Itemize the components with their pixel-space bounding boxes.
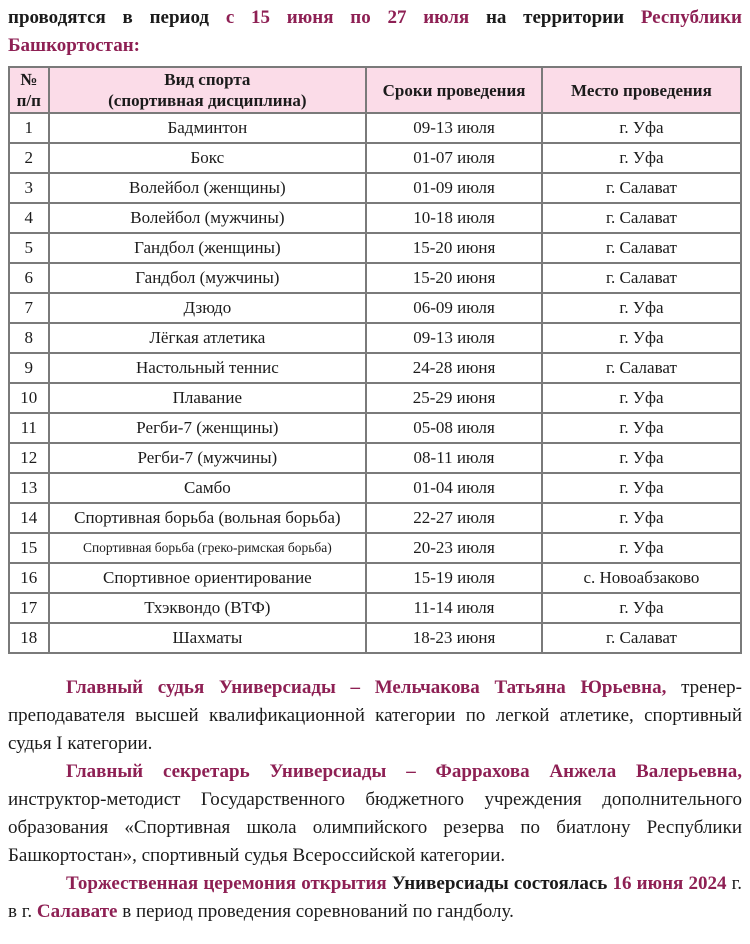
cell-num: 8	[9, 323, 49, 353]
cell-place: г. Уфа	[542, 503, 741, 533]
cell-num: 16	[9, 563, 49, 593]
cell-sport: Гандбол (мужчины)	[49, 263, 367, 293]
ceremony-paragraph	[8, 870, 742, 926]
table-row	[9, 383, 741, 413]
table-row	[9, 143, 741, 173]
cell-sport: Лёгкая атлетика	[49, 323, 367, 353]
cell-place: г. Уфа	[542, 143, 741, 173]
table-row	[9, 233, 741, 263]
cell-sport: Плавание	[49, 383, 367, 413]
cell-num: 9	[9, 353, 49, 383]
cell-sport: Самбо	[49, 473, 367, 503]
table-row	[9, 443, 741, 473]
cell-dates: 15-19 июля	[366, 563, 542, 593]
cell-sport: Дзюдо	[49, 293, 367, 323]
table-row	[9, 173, 741, 203]
table-row	[9, 203, 741, 233]
cell-place: с. Новоабзаково	[542, 563, 741, 593]
cell-num: 6	[9, 263, 49, 293]
ceremony-lead: Торжественная церемония открытия	[66, 873, 387, 894]
table-row	[9, 593, 741, 623]
document-page	[8, 4, 742, 926]
cell-dates: 09-13 июля	[366, 113, 542, 143]
cell-num: 18	[9, 623, 49, 653]
cell-num: 14	[9, 503, 49, 533]
cell-sport: Бадминтон	[49, 113, 367, 143]
cell-place: г. Уфа	[542, 593, 741, 623]
cell-num: 11	[9, 413, 49, 443]
cell-sport: Волейбол (женщины)	[49, 173, 367, 203]
ceremony-mid-bold: Универсиады состоялась	[386, 873, 613, 894]
header-sport-line2: (спортивная дисциплина)	[108, 91, 307, 110]
cell-num: 17	[9, 593, 49, 623]
ceremony-city: Салавате	[36, 901, 118, 922]
cell-dates: 05-08 июля	[366, 413, 542, 443]
intro-region-highlight: Республики Башкортостан:	[8, 7, 742, 56]
cell-dates: 20-23 июля	[366, 533, 542, 563]
cell-place: г. Салават	[542, 263, 741, 293]
cell-place: г. Салават	[542, 233, 741, 263]
cell-sport: Спортивное ориентирование	[49, 563, 367, 593]
cell-place: г. Уфа	[542, 383, 741, 413]
cell-sport: Регби-7 (мужчины)	[49, 443, 367, 473]
cell-num: 4	[9, 203, 49, 233]
cell-place: г. Уфа	[542, 323, 741, 353]
cell-dates: 01-04 июля	[366, 473, 542, 503]
intro-dates-highlight: с 15 июня по 27 июля	[225, 7, 470, 28]
cell-dates: 15-20 июня	[366, 263, 542, 293]
closing-paragraphs	[8, 674, 742, 926]
cell-dates: 11-14 июля	[366, 593, 542, 623]
schedule-table	[8, 66, 742, 654]
cell-num: 12	[9, 443, 49, 473]
chief-secretary-paragraph	[8, 758, 742, 870]
cell-sport: Спортивная борьба (греко-римская борьба)	[49, 533, 367, 563]
cell-sport: Шахматы	[49, 623, 367, 653]
cell-dates: 22-27 июля	[366, 503, 542, 533]
intro-paragraph	[8, 4, 742, 60]
cell-place: г. Салават	[542, 173, 741, 203]
cell-dates: 08-11 июля	[366, 443, 542, 473]
table-header-row	[9, 67, 741, 113]
table-row	[9, 323, 741, 353]
cell-dates: 09-13 июля	[366, 323, 542, 353]
intro-text-2: на территории	[469, 7, 641, 28]
chief-secretary-lead: Главный секретарь Универсиады – Фаррахова Анжела Валерьевна,	[66, 761, 742, 782]
table-row	[9, 113, 741, 143]
header-num	[9, 67, 49, 113]
cell-sport: Гандбол (женщины)	[49, 233, 367, 263]
table-row	[9, 413, 741, 443]
cell-num: 10	[9, 383, 49, 413]
table-row	[9, 563, 741, 593]
cell-dates: 01-07 июля	[366, 143, 542, 173]
cell-place: г. Салават	[542, 623, 741, 653]
chief-judge-lead: Главный судья Универсиады – Мельчакова Татьяна Юрьевна,	[66, 677, 667, 698]
cell-num: 13	[9, 473, 49, 503]
cell-sport: Волейбол (мужчины)	[49, 203, 367, 233]
cell-dates: 15-20 июня	[366, 233, 542, 263]
header-num-line1: №	[20, 70, 38, 89]
chief-judge-paragraph	[8, 674, 742, 758]
cell-sport: Бокс	[49, 143, 367, 173]
ceremony-date: 16 июня 2024	[612, 873, 727, 894]
cell-sport: Тхэквондо (ВТФ)	[49, 593, 367, 623]
table-row	[9, 533, 741, 563]
cell-num: 5	[9, 233, 49, 263]
intro-text-1: проводятся в период	[8, 7, 226, 28]
header-dates: Сроки проведения	[366, 67, 542, 113]
table-row	[9, 263, 741, 293]
ceremony-mid: г. в г.	[8, 873, 743, 922]
cell-num: 3	[9, 173, 49, 203]
table-row	[9, 623, 741, 653]
chief-secretary-rest: инструктор-методист Государственного бюджетного учреждения дополнительного образования «Спортивная школа олимпийского резерва по биатлону Республики Башкортостан», спортивный судья Всероссийской категории.	[8, 789, 742, 866]
header-sport-line1: Вид спорта	[164, 70, 251, 89]
cell-sport: Спортивная борьба (вольная борьба)	[49, 503, 367, 533]
chief-judge-rest: тренер-преподавателя высшей квалификационной категории по легкой атлетике, спортивный судья I категории.	[8, 677, 742, 754]
header-place: Место проведения	[542, 67, 741, 113]
cell-num: 7	[9, 293, 49, 323]
cell-place: г. Салават	[542, 203, 741, 233]
cell-place: г. Уфа	[542, 443, 741, 473]
cell-num: 15	[9, 533, 49, 563]
header-num-line2: п/п	[16, 91, 41, 110]
cell-dates: 18-23 июня	[366, 623, 542, 653]
cell-dates: 25-29 июня	[366, 383, 542, 413]
header-sport	[49, 67, 367, 113]
cell-num: 1	[9, 113, 49, 143]
cell-dates: 10-18 июля	[366, 203, 542, 233]
cell-place: г. Уфа	[542, 113, 741, 143]
table-row	[9, 503, 741, 533]
cell-place: г. Салават	[542, 353, 741, 383]
cell-sport: Настольный теннис	[49, 353, 367, 383]
cell-dates: 01-09 июля	[366, 173, 542, 203]
table-row	[9, 353, 741, 383]
cell-dates: 06-09 июля	[366, 293, 542, 323]
cell-num: 2	[9, 143, 49, 173]
cell-place: г. Уфа	[542, 413, 741, 443]
cell-place: г. Уфа	[542, 293, 741, 323]
cell-place: г. Уфа	[542, 473, 741, 503]
cell-dates: 24-28 июня	[366, 353, 542, 383]
table-row	[9, 293, 741, 323]
cell-place: г. Уфа	[542, 533, 741, 563]
ceremony-rest: в период проведения соревнований по гандболу.	[117, 901, 514, 922]
table-row	[9, 473, 741, 503]
cell-sport: Регби-7 (женщины)	[49, 413, 367, 443]
